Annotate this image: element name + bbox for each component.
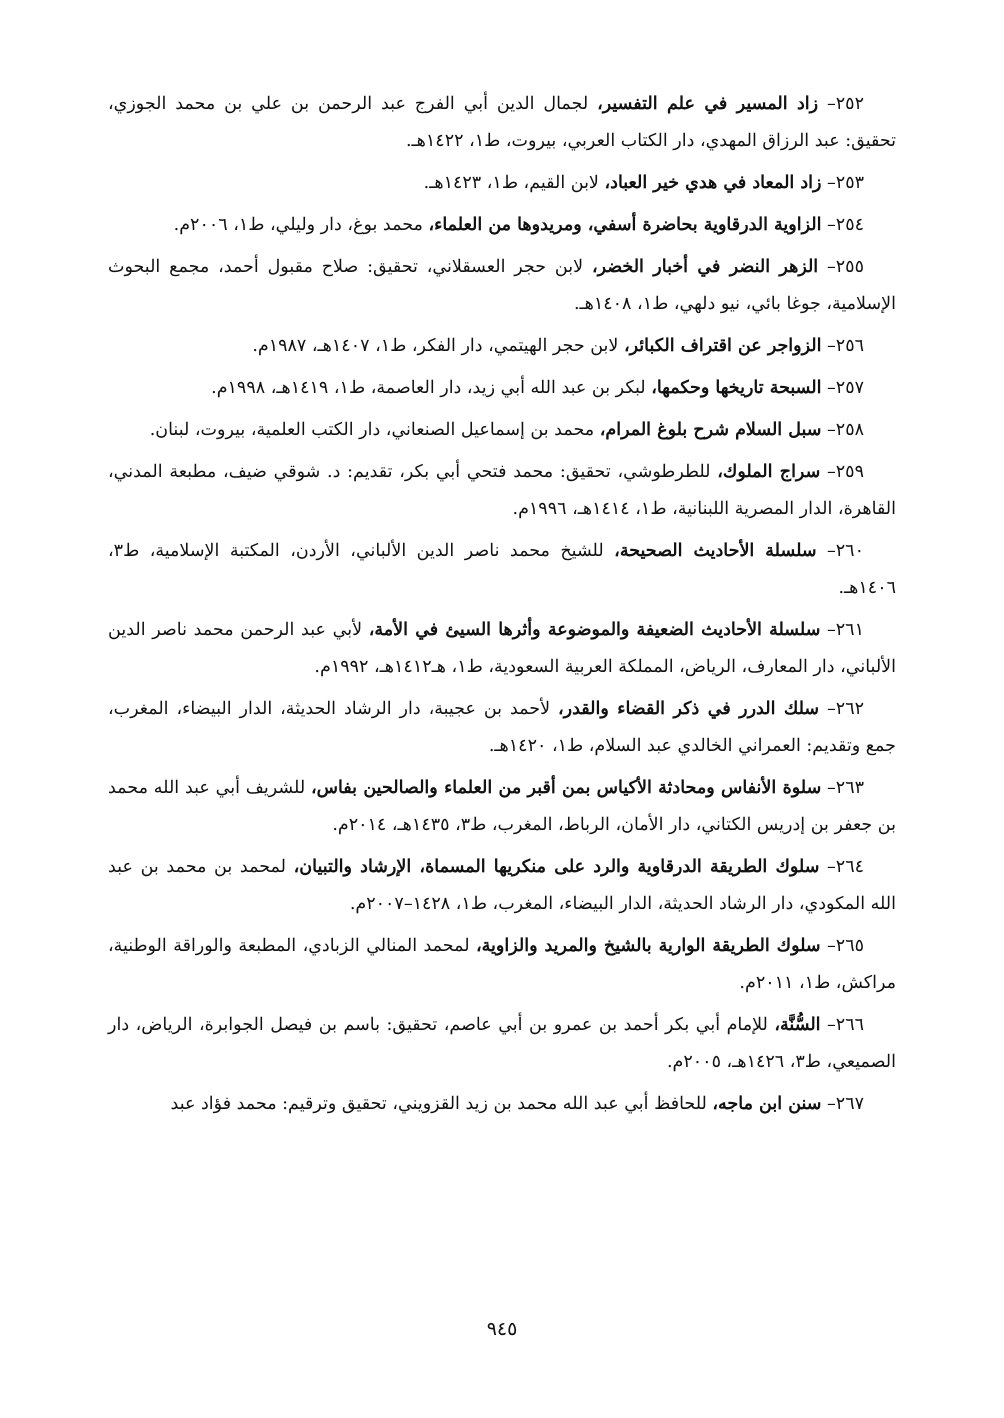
bibliography-page [108,86,896,1128]
entry-title: سلسلة الأحاديث الضعيفة والموضوعة وأثرها السيئ في الأمة، [368,620,821,640]
entry-title: سلوك الطريقة الدرقاوية والرد على منكريها المسماة، الإرشاد والتبيان، [293,857,820,877]
entry-title: سنن ابن ماجه، [712,1094,822,1114]
entry-number: ٢٥٦– [827,336,864,356]
entry-title: زاد المعاد في هدي خير العباد، [604,173,822,193]
bibliography-entry [108,612,896,686]
bibliography-entry [108,207,896,244]
entry-title: الزهر النضر في أخبار الخضر، [591,257,819,277]
entry-details: لابن حجر الهيتمي، دار الفكر، ط١، ١٤٠٧هـ، ١٩٨٧م. [252,336,619,356]
entry-details: لمحمد المنالي الزبادي، المطبعة والوراقة الوطنية، مراكش، ط١، ٢٠١١م. [108,936,896,993]
bibliography-entry [108,691,896,765]
entry-details: للحافظ أبي عبد الله محمد بن زيد القزويني، تحقيق وترقيم: محمد فؤاد عبد [170,1094,707,1114]
entry-title: السُّنَّة، [774,1015,821,1035]
entry-details: لمحمد بن محمد بن عبد الله المكودي، دار الرشاد الحديثة، الدار البيضاء، المغرب، ط١، ١٤٢٨–٢٠٠٧م. [108,857,896,914]
entry-number: ٢٥٩– [827,462,864,482]
bibliography-entry [108,328,896,365]
entry-number: ٢٦٢– [827,699,864,719]
entry-details: لجمال الدين أبي الفرج عبد الرحمن بن علي بن محمد الجوزي، تحقيق: عبد الرزاق المهدي، دار الكتاب العربي، بيروت، ط١، ١٤٢٢هـ. [108,94,896,151]
bibliography-entry [108,165,896,202]
entry-title: سلك الدرر في ذكر القضاء والقدر، [558,699,820,719]
bibliography-entry [108,412,896,449]
entry-title: سلسلة الأحاديث الصحيحة، [614,541,817,561]
entry-number: ٢٥٨– [827,420,864,440]
entry-title: سبل السلام شرح بلوغ المرام، [599,420,822,440]
entry-number: ٢٥٣– [827,173,864,193]
entry-details: لأبي عبد الرحمن محمد ناصر الدين الألباني، دار المعارف، الرياض، المملكة العربية السعودية، ط١، هـ١٤١٢هـ، ١٩٩٢م. [108,620,896,677]
entry-number: ٢٥٢– [827,94,864,114]
entry-number: ٢٦٠– [827,541,864,561]
page-number: ٩٤٥ [486,1318,518,1340]
entry-number: ٢٦٦– [827,1015,864,1035]
entry-title: سلوة الأنفاس ومحادثة الأكياس بمن أقبر من العلماء والصالحين بفاس، [310,778,822,798]
entry-number: ٢٥٧– [827,378,864,398]
bibliography-entry [108,86,896,160]
bibliography-entry [108,454,896,528]
entry-details: للشيخ محمد ناصر الدين الألباني، الأردن، المكتبة الإسلامية، ط٣، ١٤٠٦هـ. [108,541,896,598]
bibliography-entry [108,1007,896,1081]
bibliography-entry [108,370,896,407]
bibliography-entry [108,533,896,607]
entry-title: سراج الملوك، [717,462,821,482]
entry-number: ٢٥٤– [827,215,864,235]
entry-details: للإمام أبي بكر أحمد بن عمرو بن أبي عاصم، تحقيق: باسم بن فيصل الجوابرة، الرياض، دار الصميعي، ط٣، ١٤٢٦هـ، ٢٠٠٥م. [108,1015,896,1072]
bibliography-entry [108,928,896,1002]
entry-number: ٢٦٣– [827,778,864,798]
entry-number: ٢٦٧– [827,1094,864,1114]
entry-details: للشريف أبي عبد الله محمد بن جعفر بن إدريس الكتاني، دار الأمان، الرباط، المغرب، ط٣، ١٤٣٥هـ، ٢٠١٤م. [108,778,896,835]
entry-details: لابن حجر العسقلاني، تحقيق: صلاح مقبول أحمد، مجمع البحوث الإسلامية، جوغا بائي، نيو دلهي، ط١، ١٤٠٨هـ. [108,257,896,314]
entry-title: الزواجر عن اقتراف الكبائر، [623,336,822,356]
entry-title: سلوك الطريقة الوارية بالشيخ والمريد والزاوية، [476,936,821,956]
entry-details: لأحمد بن عجيبة، دار الرشاد الحديثة، الدار البيضاء، المغرب، جمع وتقديم: العمراني الخالدي عبد السلام، ط١، ١٤٢٠هـ. [108,699,896,756]
entry-title: السبحة تاريخها وحكمها، [651,378,822,398]
entry-details: محمد بن إسماعيل الصنعاني، دار الكتب العلمية، بيروت، لبنان. [149,420,595,440]
entry-details: محمد بوغ، دار وليلي، ط١، ٢٠٠٦م. [173,215,423,235]
entry-number: ٢٦٤– [827,857,864,877]
bibliography-entry [108,249,896,323]
entry-details: للطرطوشي، تحقيق: محمد فتحي أبي بكر، تقديم: د. شوقي ضيف، مطبعة المدني، القاهرة، الدار المصرية اللبنانية، ط١، ١٤١٤هـ، ١٩٩٦م. [108,462,896,519]
entry-title: الزاوية الدرقاوية بحاضرة أسفي، ومريدوها من العلماء، [428,215,822,235]
entry-number: ٢٦١– [827,620,864,640]
bibliography-entry [108,770,896,844]
entry-title: زاد المسير في علم التفسير، [597,94,819,114]
entry-number: ٢٦٥– [827,936,864,956]
entry-details: لبكر بن عبد الله أبي زيد، دار العاصمة، ط١، ١٤١٩هـ، ١٩٩٨م. [211,378,646,398]
bibliography-entry [108,1086,896,1123]
bibliography-entry [108,849,896,923]
entry-number: ٢٥٥– [827,257,864,277]
entry-details: لابن القيم، ط١، ١٤٢٣هـ. [423,173,599,193]
